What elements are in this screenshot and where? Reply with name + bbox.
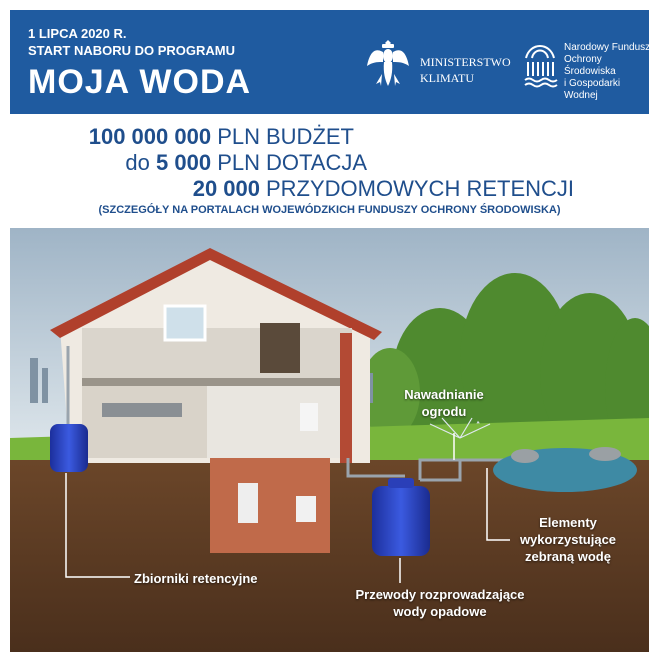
- garden-irrigation-label: [394, 386, 494, 420]
- ministry-line-1: MINISTERSTWO: [420, 55, 511, 69]
- ministry-name: [420, 54, 511, 86]
- garden-irrigation-line-1: Nawadnianie: [404, 387, 484, 402]
- start-date: 1 LIPCA 2020 R.: [28, 26, 127, 41]
- retention-tanks-label: Zbiorniki retencyjne: [134, 571, 258, 586]
- stat-budget: [0, 124, 659, 148]
- stat-retentions-label: PRZYDOMOWYCH RETENCJI: [266, 176, 574, 201]
- pond: [493, 447, 637, 492]
- details-note: (SZCZEGÓŁY NA PORTALACH WOJEWÓDZKICH FUNDUSZY OCHRONY ŚRODOWISKA): [98, 204, 561, 216]
- stat-budget-amount: 100 000 000 PLN: [88, 124, 260, 149]
- nfosigw-logo-icon: [522, 36, 558, 88]
- program-title: MOJA WODA: [28, 63, 252, 101]
- stat-budget-label: BUDŻET: [266, 124, 354, 149]
- pipes-label: [330, 586, 550, 620]
- polish-eagle-emblem-icon: [365, 36, 411, 90]
- retention-diagram: [10, 228, 649, 652]
- pipes-line-2: wody opadowe: [393, 604, 487, 619]
- elements-line-1: Elementy: [539, 515, 597, 530]
- stat-retentions-amount: 20 000: [192, 176, 260, 201]
- stat-retentions: [0, 176, 659, 200]
- fund-line-1: Narodowy Fundusz: [564, 42, 651, 53]
- program-start-text: START NABORU DO PROGRAMU: [28, 43, 236, 58]
- header-banner: [10, 10, 649, 114]
- program-stats: [0, 120, 659, 220]
- elements-line-3: zebraną wodę: [525, 549, 611, 564]
- stat-subsidy-amount: do 5 000 PLN: [125, 150, 260, 175]
- elements-using-water-label: [504, 514, 632, 565]
- ministry-line-2: KLIMATU: [420, 71, 474, 85]
- small-tank: [50, 424, 88, 472]
- big-tank: [372, 478, 430, 556]
- fund-line-3: i Gospodarki Wodnej: [564, 78, 621, 101]
- fund-name: [564, 42, 654, 102]
- elements-line-2: wykorzystujące: [519, 532, 617, 547]
- stat-subsidy-label: DOTACJA: [266, 150, 368, 175]
- stat-subsidy: [0, 150, 659, 174]
- garden-irrigation-line-2: ogrodu: [421, 404, 467, 419]
- pipes-line-1: Przewody rozprowadzające: [355, 587, 525, 602]
- fund-line-2: Ochrony Środowiska: [564, 54, 616, 77]
